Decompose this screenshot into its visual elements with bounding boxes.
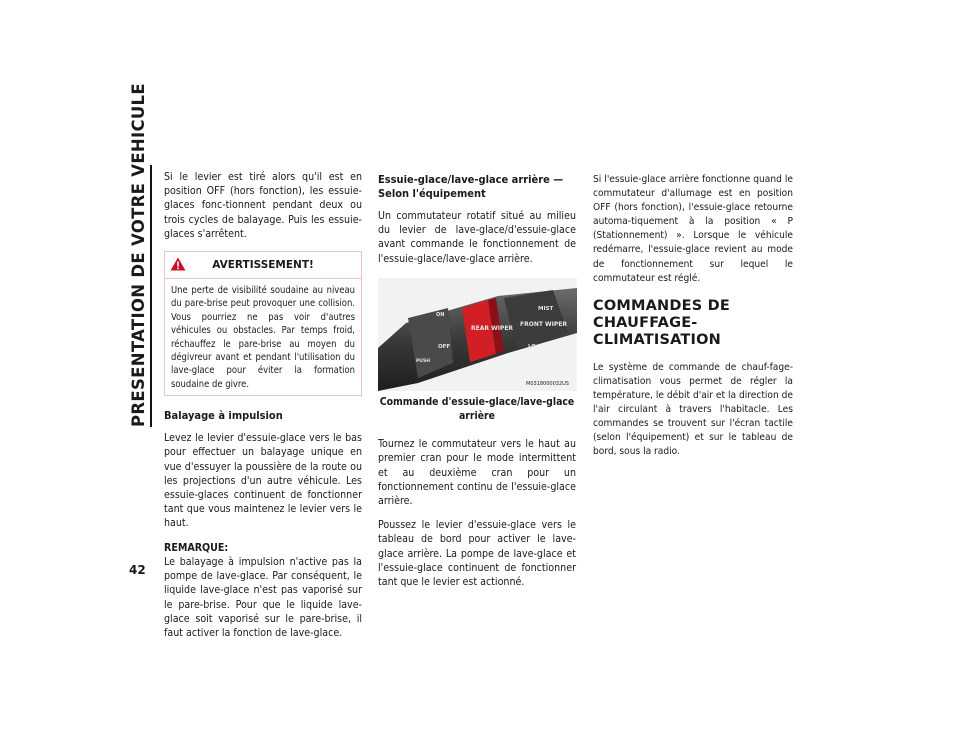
warning-text: Une perte de visibilité soudaine au niveau du pare-brise peut provoquer une collision. Vous pourriez ne pas voir d'autres véhicules ou obstacles. Par temps froid, réchauffez le pare-brise au moyen du dégivreur avant et pendant l'utilisation du lave-glace pour éviter la formation soudaine de givre. — [171, 285, 355, 390]
rear-wiper-paragraph-4: Si l'essuie-glace arrière fonctionne quand le commutateur d'allumage est en position OFF (hors fonction), l'essuie-glace retourne automa-tiquement à la position « P (Stationnement) ». Lorsque le véhicule redémarre, l'essuie-glace revient au mode de fonctionnement sur lequel le commutateur est réglé. — [593, 174, 793, 284]
note-label: REMARQUE: — [164, 541, 229, 554]
section-title: PRESENTATION DE VOTRE VEHICULE — [129, 83, 148, 427]
rear-wiper-paragraph-3: Poussez le levier d'essuie-glace vers le tableau de bord pour activer le lave-glace arrière. La pompe de lave-glace et l'essuie-glace continuent de fonctionner tant que le levier est actionné. — [378, 519, 576, 589]
note-text: Le balayage à impulsion n'active pas la pompe de lave-glace. Par conséquent, le liquide lave-glace n'est pas vaporisé sur le pare-brise. Pour que le liquide lave-glace soit vaporisé sur le pare-brise, il faut activer la fonction de lave-glace. — [164, 555, 362, 639]
column-2 — [378, 173, 576, 599]
wiper-lever-image — [378, 278, 577, 391]
note — [164, 541, 362, 640]
lo-label: LO — [528, 343, 536, 350]
figure-caption: Commande d'essuie-glace/lave-glace arrière — [379, 395, 575, 423]
figure-code: M0318000032US — [526, 380, 569, 387]
on-label: ON — [436, 311, 445, 318]
off-label: OFF — [438, 343, 451, 350]
mist-label: MIST — [538, 305, 554, 312]
warning-icon — [170, 257, 186, 271]
wiper-lever-illustration — [378, 278, 577, 391]
rear-wiper-paragraph-2: Tournez le commutateur vers le haut au premier cran pour le mode intermittent et au deuxième cran pour un fonctionnement continu de l'essuie-glace arrière. — [378, 438, 576, 508]
climate-heading: COMMANDES DE CHAUFFAGE-CLIMATISATION — [593, 297, 730, 348]
section-heading-rear-wiper: Essuie-glace/lave-glace arrière — Selon l'équipement — [378, 173, 564, 200]
section-heading-pulse-wipe: Balayage à impulsion — [164, 409, 283, 423]
warning-box — [164, 251, 362, 396]
column-3 — [593, 173, 793, 469]
section-sidebar — [128, 83, 152, 427]
pulse-wipe-paragraph: Levez le levier d'essuie-glace vers le bas pour effectuer un balayage unique en vue d'essuyer la poussière de la route ou les projections d'un autre véhicule. Les essuie-glaces continuent de fonctionner tant que vous maintenez le levier vers le haut. — [164, 432, 362, 530]
warning-title: AVERTISSEMENT! — [212, 258, 314, 271]
column-1 — [164, 170, 362, 650]
rear-wiper-paragraph-1: Un commutateur rotatif situé au milieu du levier de lave-glace/d'essuie-glace avant commande le fonctionnement de l'essuie-glace/lave-glace arrière. — [378, 210, 576, 265]
intro-paragraph: Si le levier est tiré alors qu'il est en position OFF (hors fonction), les essuie-glaces fonc-tionnent pendant deux ou trois cycles de balayage. Puis les essuie-glaces s'arrêtent. — [164, 171, 362, 240]
page-number: 42 — [129, 563, 146, 577]
climate-paragraph: Le système de commande de chauf-fage-climatisation vous permet de régler la température, le débit d'air et la direction de l'air circulant à travers l'habitacle. Les commandes se trouvent sur l'écran tactile (selon l'équipement) et sur le tableau de bord, sous la radio. — [593, 361, 793, 458]
front-wiper-label: FRONT WIPER — [520, 320, 567, 328]
warning-header — [165, 252, 361, 279]
push-label: PUSH — [416, 358, 430, 364]
rear-wiper-label: REAR WIPER — [471, 324, 514, 332]
